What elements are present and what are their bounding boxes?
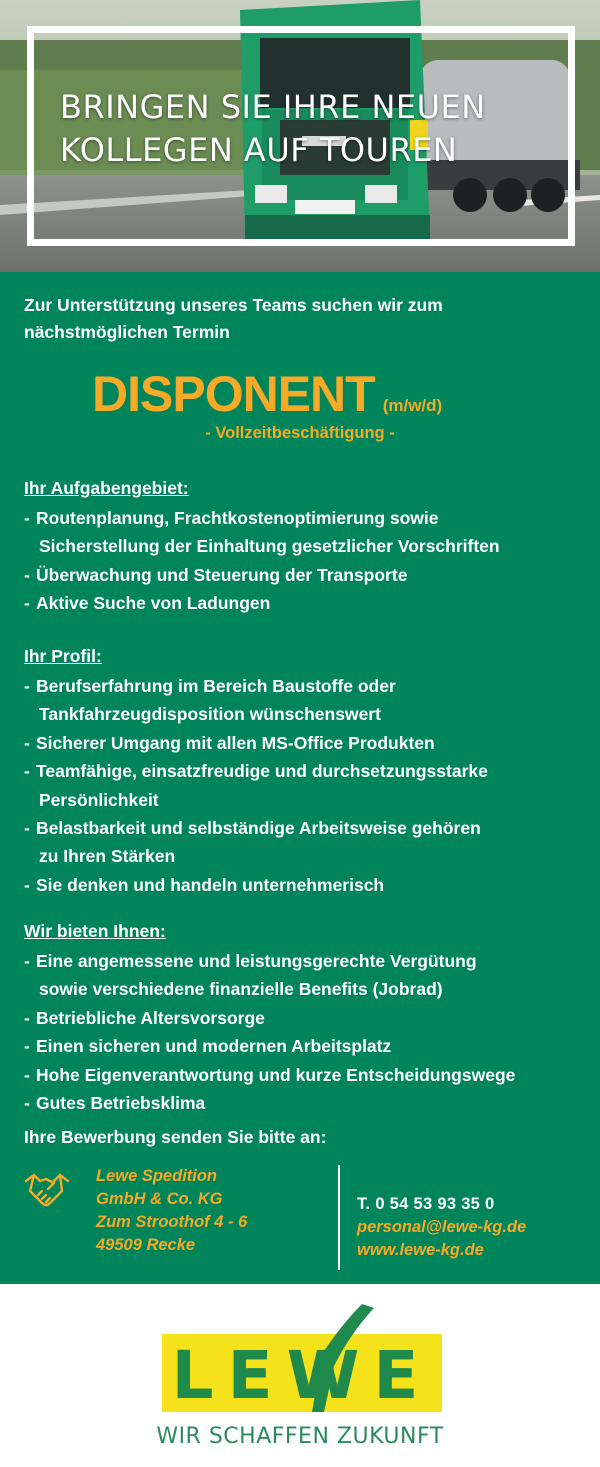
company-name-line1: Lewe Spedition — [96, 1167, 218, 1185]
company-name-line2: GmbH & Co. KG — [96, 1190, 223, 1208]
profile-list — [22, 672, 594, 899]
list-item: - Einen sicheren und modernen Arbeitsplatz — [24, 1036, 392, 1057]
list-item: - Sie denken und handeln unternehmerisch — [24, 874, 385, 895]
contact-divider — [338, 1165, 340, 1270]
list-item: - Berufserfahrung im Bereich Baustoffe oder Tankfahrzeugdisposition wünschenswert — [24, 676, 396, 725]
list-item: - Eine angemessene und leistungsgerechte Vergütung sowie verschiedene finanzielle Benefits (Jobrad) — [24, 951, 477, 1000]
intro-line1: Zur Unterstützung unseres Teams suchen wir zum — [24, 295, 443, 315]
hero-title-line1: BRINGEN SIE IHRE NEUEN — [60, 88, 486, 126]
hero-title-line2: KOLLEGEN AUF TOUREN — [60, 131, 458, 169]
handshake-icon — [24, 1169, 70, 1209]
logo-text: LEWE — [171, 1337, 433, 1414]
contact-email-link[interactable]: personal@lewe-kg.de — [357, 1218, 527, 1236]
list-item: - Routenplanung, Frachtkostenoptimierung sowie Sicherstellung der Einhaltung gesetzlicher Vorschriften — [24, 508, 500, 557]
job-ad-body — [0, 272, 600, 1284]
contact-phone: T. 0 54 53 93 35 0 — [357, 1195, 495, 1213]
list-item: - Überwachung und Steuerung der Transporte — [24, 564, 408, 585]
lewe-logo — [162, 1294, 442, 1424]
contact-block — [24, 1165, 584, 1270]
intro-line2: nächstmöglichen Termin — [24, 322, 230, 342]
contact-website-link[interactable]: www.lewe-kg.de — [357, 1241, 484, 1259]
list-item: - Hohe Eigenverantwortung und kurze Entscheidungswege — [24, 1064, 516, 1085]
company-street: Zum Stroothof 4 - 6 — [96, 1213, 248, 1231]
job-title-main: DISPONENT — [92, 366, 375, 422]
list-item: - Gutes Betriebsklima — [24, 1093, 206, 1114]
list-item: - Teamfähige, einsatzfreudige und durchsetzungsstarke Persönlichkeit — [24, 761, 488, 810]
apply-label: Ihre Bewerbung senden Sie bitte an: — [24, 1127, 327, 1147]
footer-logo-area — [0, 1284, 600, 1467]
section-profile-heading: Ihr Profil: — [24, 646, 102, 666]
list-item: - Belastbarkeit und selbständige Arbeitsweise gehören zu Ihren Stärken — [24, 818, 481, 867]
section-profile — [24, 642, 594, 899]
section-offer-heading: Wir bieten Ihnen: — [24, 921, 166, 941]
job-title-suffix: (m/w/d) — [382, 396, 443, 415]
company-city: 49509 Recke — [96, 1236, 196, 1254]
list-item: - Sicherer Umgang mit allen MS-Office Produkten — [24, 732, 435, 753]
job-title — [92, 366, 572, 422]
section-tasks-heading: Ihr Aufgabengebiet: — [24, 478, 189, 498]
tasks-list — [22, 504, 594, 618]
company-address — [96, 1165, 247, 1257]
intro-text — [24, 292, 584, 346]
hero-title — [60, 86, 580, 172]
job-type: - Vollzeitbeschäftigung - — [205, 424, 395, 442]
section-tasks — [24, 474, 594, 618]
list-item: - Aktive Suche von Ladungen — [24, 593, 271, 614]
logo-slogan: WIR SCHAFFEN ZUKUNFT — [156, 1424, 444, 1449]
offer-list — [22, 947, 594, 1117]
section-offer — [24, 917, 594, 1117]
hero-banner — [0, 0, 600, 272]
list-item: - Betriebliche Altersvorsorge — [24, 1007, 265, 1028]
